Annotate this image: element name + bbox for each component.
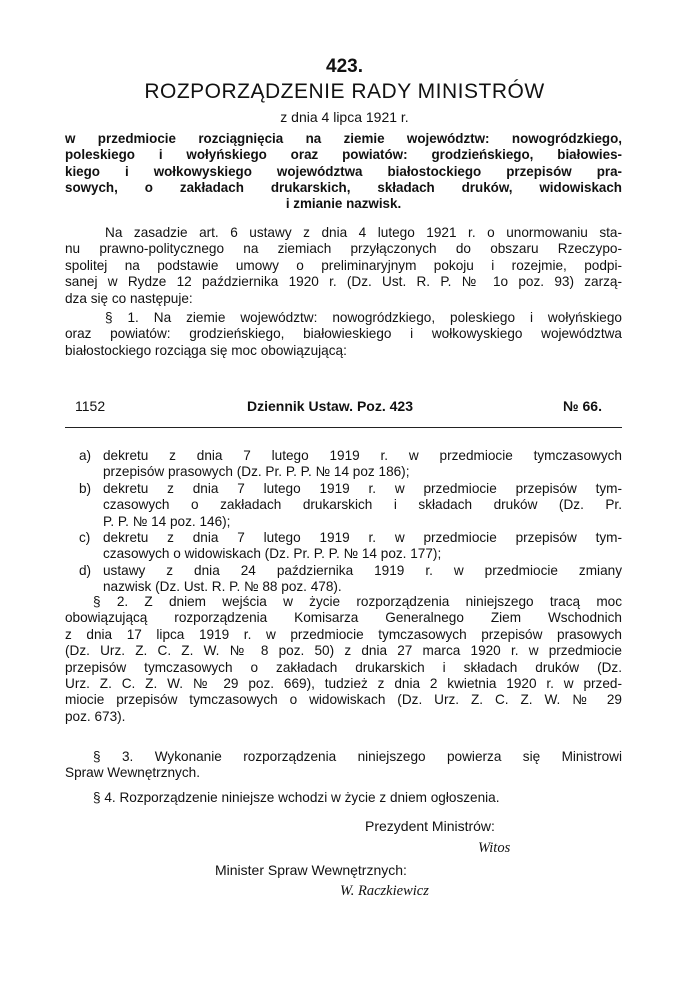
text-line: spolitej na podstawie umowy o preliminaryjnym pokoju i rozejmie, podpi-	[65, 257, 622, 273]
subject-line: sowych, o zakładach drukarskich, składach druków, widowiskach	[65, 179, 622, 195]
repealed-list	[65, 448, 622, 596]
text-line: Spraw Wewnętrznych.	[65, 765, 200, 781]
issue-number: № 66.	[563, 398, 602, 414]
list-item	[65, 481, 622, 530]
text-line: z dnia 17 lipca 1919 r. w przedmiocie tymczasowych przepisów prasowych	[65, 626, 622, 642]
text-line: Na zasadzie art. 6 ustawy z dnia 4 lutego 1921 r. o unormowaniu sta-	[105, 225, 622, 240]
preamble	[65, 225, 622, 307]
text-line: dekretu z dnia 7 lutego 1919 r. w przedmiocie tymczasowych	[103, 448, 622, 463]
signature-title-president: Prezydent Ministrów:	[365, 818, 495, 834]
text-line: dekretu z dnia 7 lutego 1919 r. w przedmiocie przepisów tym-	[103, 480, 622, 496]
signature-title-minister: Minister Spraw Wewnętrznych:	[215, 862, 407, 878]
text-line: P. P. № 14 poz. 146);	[103, 513, 231, 529]
section-4	[65, 790, 622, 806]
text-line: czasowych o zakładach drukarskich i składach druków (Dz. Pr.	[103, 497, 622, 513]
text-line: § 4. Rozporządzenie niniejsze wchodzi w życie z dniem ogłoszenia.	[93, 790, 500, 805]
list-item	[65, 530, 622, 563]
text-line: oraz powiatów: grodzieńskiego, białowieskiego i wołkowyskiego województwa	[65, 326, 622, 342]
section-3	[65, 749, 622, 782]
document-date: z dnia 4 lipca 1921 r.	[280, 109, 409, 125]
text-line: nu prawno-politycznego na ziemiach przyłączonych do obszaru Rzeczypo-	[65, 241, 622, 257]
text-line: nazwisk (Dz. Ust. R. P. № 88 poz. 478).	[103, 579, 342, 595]
list-marker: c)	[79, 529, 91, 545]
section-2	[65, 594, 622, 725]
text-line: miocie przepisów tymczasowych o widowiskach (Dz. Urz. Z. C. Z. W. № 29	[65, 692, 622, 708]
journal-title: Dziennik Ustaw. Poz. 423	[247, 398, 413, 414]
text-line: poz. 673).	[65, 708, 126, 724]
header-rule	[65, 427, 622, 428]
page-number: 1152	[75, 398, 106, 414]
text-line: przepisów tymczasowych o zakładach drukarskich i składach druków (Dz.	[65, 659, 622, 675]
text-line: dekretu z dnia 7 lutego 1919 r. w przedmiocie przepisów tym-	[103, 529, 622, 545]
list-item	[65, 563, 622, 596]
signature-name-minister: W. Raczkiewicz	[340, 883, 429, 899]
text-line: Urz. Z. C. Z. W. № 29 poz. 669), tudzież z dnia 2 kwietnia 1920 r. w przed-	[65, 675, 622, 691]
subject	[65, 131, 622, 212]
text-line: czasowych o widowiskach (Dz. Pr. P. P. № 14 poz. 177);	[103, 546, 442, 562]
act-number: 423.	[326, 56, 363, 77]
subject-line: i zmianie nazwisk.	[285, 196, 402, 212]
signature-name-president: Witos	[478, 840, 511, 856]
text-line: ustawy z dnia 24 października 1919 r. w przedmiocie zmiany	[103, 562, 622, 578]
section-1	[65, 310, 622, 359]
text-line: sanej w Rydze 12 października 1920 r. (Dz. Ust. R. P. № 1o poz. 93) zarzą-	[65, 274, 622, 290]
text-line: § 1. Na ziemie województw: nowogródzkiego, poleskiego i wołyńskiego	[105, 310, 622, 325]
list-marker: b)	[79, 480, 92, 496]
document-title: ROZPORZĄDZENIE RADY MINISTRÓW	[144, 80, 545, 103]
subject-line: poleskiego i wołyńskiego oraz powiatów: grodzieńskiego, białowies-	[65, 147, 622, 163]
text-line: białostockiego rozciąga się moc obowiązującą:	[65, 342, 347, 358]
subject-line: w przedmiocie rozciągnięcia na ziemie województw: nowogródzkiego,	[65, 131, 622, 146]
text-line: obowiązującą rozporządzenia Komisarza Generalnego Ziem Wschodnich	[65, 610, 622, 626]
list-item	[65, 448, 622, 481]
subject-line: kiego i wołkowyskiego województwa białostockiego przepisów pra-	[65, 163, 622, 179]
text-line: § 2. Z dniem wejścia w życie rozporządzenia niniejszego tracą moc	[93, 594, 622, 609]
list-marker: d)	[79, 562, 92, 578]
text-line: dza się co następuje:	[65, 290, 193, 306]
text-line: § 3. Wykonanie rozporządzenia niniejszego powierza się Ministrowi	[93, 749, 622, 764]
text-line: (Dz. Urz. Z. C. Z. W. № 8 poz. 50) z dnia 27 marca 1920 r. w przedmiocie	[65, 643, 622, 659]
list-marker: a)	[79, 448, 92, 463]
text-line: przepisów prasowych (Dz. Pr. P. P. № 14 poz 186);	[103, 464, 410, 480]
